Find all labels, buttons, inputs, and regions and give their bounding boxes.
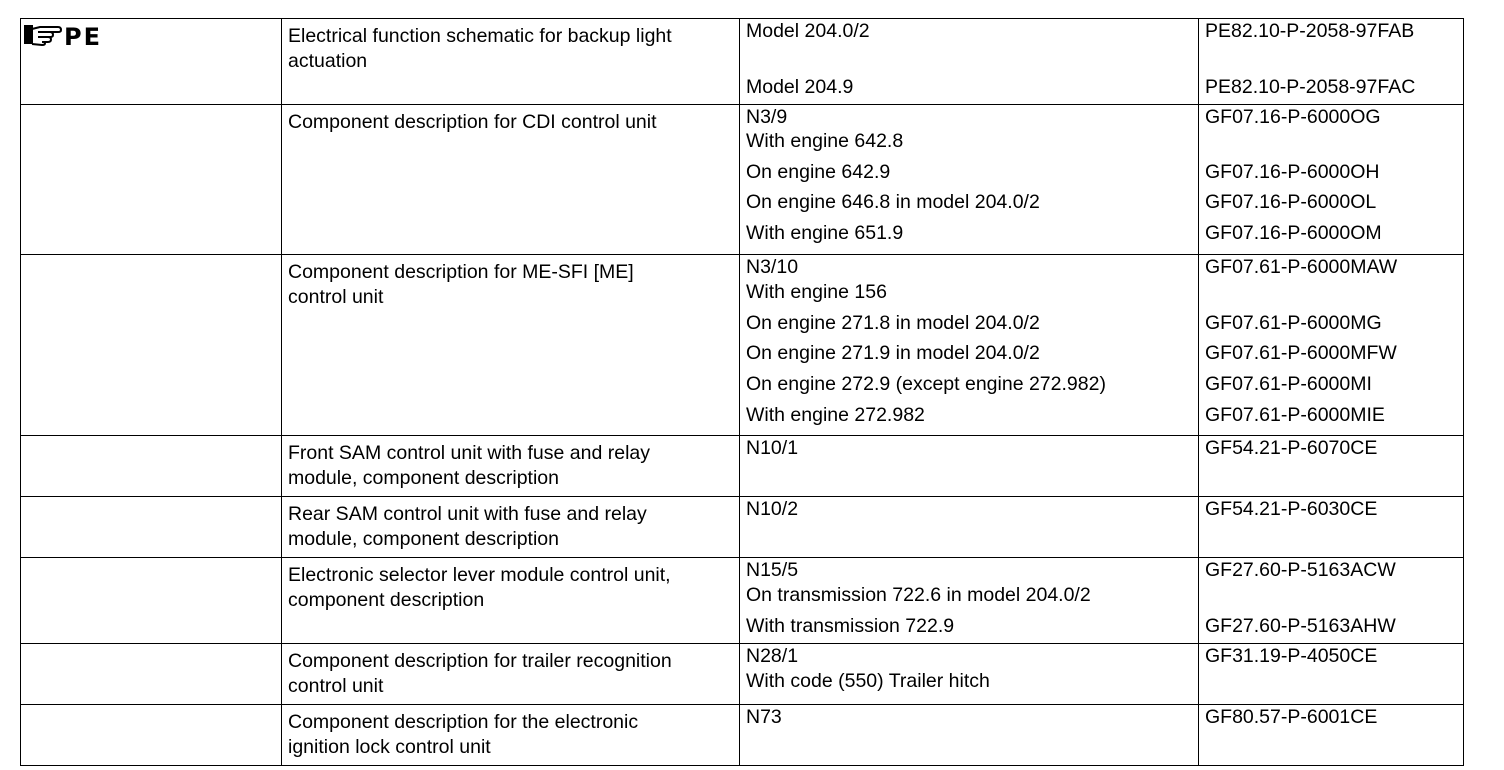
row-title-line: Component description for ME-SFI [ME] <box>288 261 634 283</box>
table-row <box>21 255 1464 436</box>
description-line: N73 <box>746 706 782 728</box>
description-cell <box>740 558 1199 644</box>
title-cell <box>282 705 740 766</box>
table-row <box>21 105 1464 255</box>
description-cell <box>740 705 1199 766</box>
document-code: GF07.16-P-6000OM <box>1205 222 1382 244</box>
description-line: On transmission 722.6 in model 204.0/2 <box>746 584 1091 606</box>
table-row <box>21 558 1464 644</box>
table-row <box>21 705 1464 766</box>
row-title-line: Electronic selector lever module control unit, <box>288 564 671 586</box>
code-cell <box>1199 105 1464 255</box>
description-line: With engine 272.982 <box>746 404 925 426</box>
document-code: PE82.10-P-2058-97FAC <box>1205 76 1416 98</box>
description-cell <box>740 19 1199 105</box>
description-line: On engine 271.8 in model 204.0/2 <box>746 312 1040 334</box>
title-cell <box>282 105 740 255</box>
document-code: PE82.10-P-2058-97FAB <box>1205 20 1415 42</box>
row-title <box>282 705 739 765</box>
row-title-line: ignition lock control unit <box>288 736 491 758</box>
document-code: GF07.61-P-6000MAW <box>1205 256 1398 278</box>
description-line: N10/2 <box>746 498 799 520</box>
row-title-line: Component description for trailer recognition <box>288 650 672 672</box>
row-title <box>282 19 739 79</box>
description-line: With code (550) Trailer hitch <box>746 670 990 692</box>
document-code: GF07.61-P-6000MIE <box>1205 404 1385 426</box>
description-line: On engine 272.9 (except engine 272.982) <box>746 373 1106 395</box>
marker-label: PE <box>64 23 102 51</box>
title-cell <box>282 19 740 105</box>
description-cell <box>740 436 1199 497</box>
code-cell <box>1199 644 1464 705</box>
table-row <box>21 644 1464 705</box>
description-line: On engine 646.8 in model 204.0/2 <box>746 191 1040 213</box>
row-title-line: control unit <box>288 286 384 308</box>
row-title-line: Rear SAM control unit with fuse and relay <box>288 503 647 525</box>
description-line: On engine 271.9 in model 204.0/2 <box>746 342 1040 364</box>
row-title-line: Electrical function schematic for backup light <box>288 25 672 47</box>
description-line: With engine 651.9 <box>746 222 904 244</box>
row-title-line: actuation <box>288 50 368 72</box>
description-line: N28/1 <box>746 645 799 667</box>
document-code: GF07.16-P-6000OL <box>1205 191 1377 213</box>
title-cell <box>282 497 740 558</box>
description-cell <box>740 255 1199 436</box>
code-cell <box>1199 19 1464 105</box>
row-title-line: Component description for CDI control unit <box>288 111 657 133</box>
document-code: GF07.16-P-6000OH <box>1205 161 1380 183</box>
code-cell <box>1199 497 1464 558</box>
title-cell <box>282 644 740 705</box>
document-code: GF54.21-P-6030CE <box>1205 498 1378 520</box>
document-code: GF27.60-P-5163ACW <box>1205 559 1396 581</box>
row-title-line: module, component description <box>288 528 559 550</box>
row-title <box>282 644 739 704</box>
marker-cell <box>21 255 282 436</box>
description-line: With engine 642.8 <box>746 130 904 152</box>
table-row <box>21 19 1464 105</box>
description-line: Model 204.9 <box>746 76 854 98</box>
reference-table <box>20 18 1464 766</box>
row-title <box>282 255 739 315</box>
row-title <box>282 497 739 557</box>
row-title-line: Front SAM control unit with fuse and relay <box>288 442 650 464</box>
row-title <box>282 558 739 618</box>
code-cell <box>1199 255 1464 436</box>
document-code: GF54.21-P-6070CE <box>1205 437 1378 459</box>
document-code: GF31.19-P-4050CE <box>1205 645 1378 667</box>
row-title-line: module, component description <box>288 467 559 489</box>
marker-cell <box>21 644 282 705</box>
title-cell <box>282 558 740 644</box>
description-line: On engine 642.9 <box>746 161 891 183</box>
document-code: GF07.61-P-6000MI <box>1205 373 1372 395</box>
marker-cell <box>21 705 282 766</box>
row-title <box>282 436 739 496</box>
title-cell <box>282 436 740 497</box>
table-row <box>21 436 1464 497</box>
code-cell <box>1199 436 1464 497</box>
document-code: GF07.16-P-6000OG <box>1205 106 1381 128</box>
marker-cell <box>21 497 282 558</box>
marker-cell <box>21 105 282 255</box>
document-code: GF80.57-P-6001CE <box>1205 706 1378 728</box>
marker-cell <box>21 19 282 105</box>
marker-cell <box>21 436 282 497</box>
description-line: With transmission 722.9 <box>746 615 955 637</box>
description-line: N15/5 <box>746 559 799 581</box>
description-cell <box>740 105 1199 255</box>
description-line: With engine 156 <box>746 281 887 303</box>
description-line: N3/9 <box>746 106 788 128</box>
code-cell <box>1199 705 1464 766</box>
row-title <box>282 105 739 140</box>
document-code: GF07.61-P-6000MG <box>1205 312 1382 334</box>
marker-cell <box>21 558 282 644</box>
pointing-hand-icon <box>24 24 62 51</box>
title-cell <box>282 255 740 436</box>
description-line: N10/1 <box>746 437 799 459</box>
description-line: Model 204.0/2 <box>746 20 870 42</box>
table-row <box>21 497 1464 558</box>
row-title-line: control unit <box>288 675 384 697</box>
row-title-line: Component description for the electronic <box>288 711 639 733</box>
code-cell <box>1199 558 1464 644</box>
document-code: GF07.61-P-6000MFW <box>1205 342 1397 364</box>
row-title-line: component description <box>288 589 485 611</box>
description-line: N3/10 <box>746 256 799 278</box>
pe-marker <box>21 19 281 51</box>
description-cell <box>740 644 1199 705</box>
document-code: GF27.60-P-5163AHW <box>1205 615 1396 637</box>
description-cell <box>740 497 1199 558</box>
